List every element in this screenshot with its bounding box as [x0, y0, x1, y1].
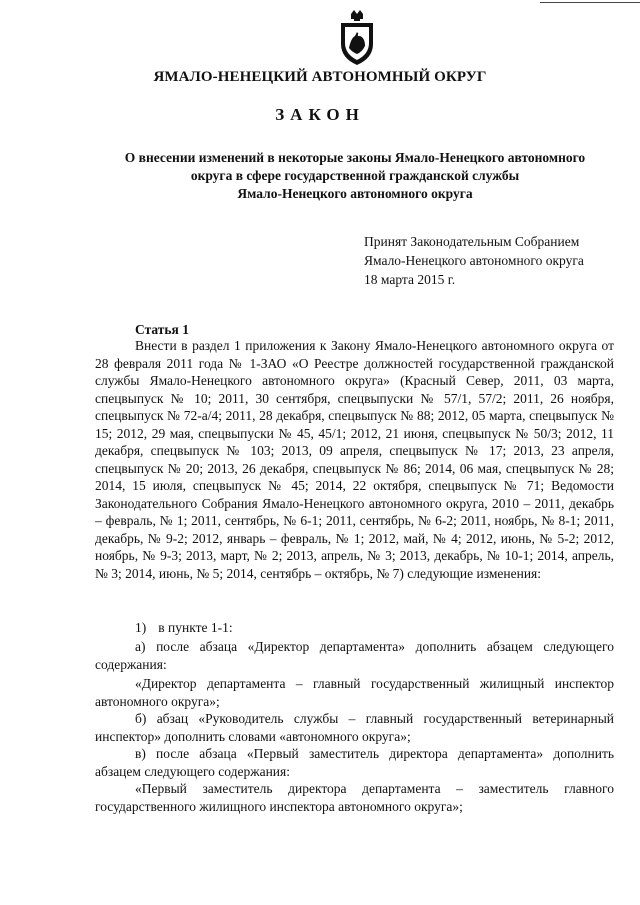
subitem-a-quote: «Директор департамента – главный государственный жилищный инспектор автономного округа»;	[95, 676, 614, 709]
adoption-line: Ямало-Ненецкого автономного округа	[364, 253, 584, 268]
item-1-text: в пункте 1-1:	[158, 620, 233, 635]
document-type: ЗАКОН	[275, 105, 365, 124]
adoption-note	[364, 232, 624, 289]
region-name: ЯМАЛО-НЕНЕЦКИЙ АВТОНОМНЫЙ ОКРУГ	[153, 69, 487, 85]
adoption-line: Принят Законодательным Собранием	[364, 234, 580, 249]
adoption-date: 18 марта 2015 г.	[364, 272, 456, 287]
law-title-line: Ямало-Ненецкого автономного округа	[237, 186, 473, 201]
top-rule	[540, 2, 640, 3]
article-intro: Внести в раздел 1 приложения к Закону Ямало-Ненецкого автономного округа от 28 февраля 2011 года № 1-ЗАО «О Реестре должностей государственной гражданской службы Ямало-Ненецкого автономного округа» (Красный Север, 2011, 03 марта, спецвыпуск № 10; 2011, 30 сентября, спецвыпуски № 57/1, 57/2; 2011, 26 ноября, спецвыпуск № 72-а/4; 2011, 28 декабря, спецвыпуск № 88; 2012, 05 марта, спецвыпуск № 15; 2012, 29 мая, спецвыпуски № 45, 45/1; 2012, 21 июня, спецвыпуск № 50/3; 2012, 11 декабря, спецвыпуск № 103; 2013, 09 апреля, спецвыпуск № 17; 2013, 23 апреля, спецвыпуск № 20; 2013, 26 декабря, спецвыпуск № 86; 2014, 06 мая, спецвыпуск № 28; 2014, 15 июля, спецвыпуск № 45; 2014, 22 октября, спецвыпуск № 71; Ведомости Законодательного Собрания Ямало-Ненецкого автономного округа, 2010 – 2011, декабрь – февраль, № 1; 2011, сентябрь, № 6-1; 2011, сентябрь, № 6-2; 2011, ноябрь, № 8-1; 2011, декабрь, № 9-2; 2012, январь – февраль, № 1; 2012, май, № 4; 2012, июнь, № 5-2; 2012, ноябрь, № 9-3; 2013, март, № 2; 2013, апрель, № 3; 2013, декабрь, № 10-1; 2014, апрель, № 3; 2014, июнь, № 5; 2014, сентябрь – октябрь, № 7) следующие изменения:	[95, 338, 614, 581]
law-title	[90, 149, 620, 203]
subitem-c-quote: «Первый заместитель директора департамента – заместитель главного государственного жилищного инспектора автономного округа»;	[95, 781, 614, 814]
item-1	[95, 619, 614, 637]
subitem-b: б) абзац «Руководитель службы – главный государственный ветеринарный инспектор» дополнить словами «автономного округа»;	[95, 711, 614, 744]
coat-of-arms-icon	[337, 10, 377, 66]
subitem-a: а) после абзаца «Директор департамента» дополнить абзацем следующего содержания:	[95, 639, 614, 672]
law-title-line: О внесении изменений в некоторые законы Ямало-Ненецкого автономного	[124, 150, 586, 165]
law-title-line: округа в сфере государственной гражданской службы	[190, 168, 520, 183]
subitem-c: в) после абзаца «Первый заместитель директора департамента» дополнить абзацем следующего содержания:	[95, 746, 614, 779]
item-1-number: 1)	[135, 620, 147, 635]
article-heading: Статья 1	[135, 322, 189, 337]
